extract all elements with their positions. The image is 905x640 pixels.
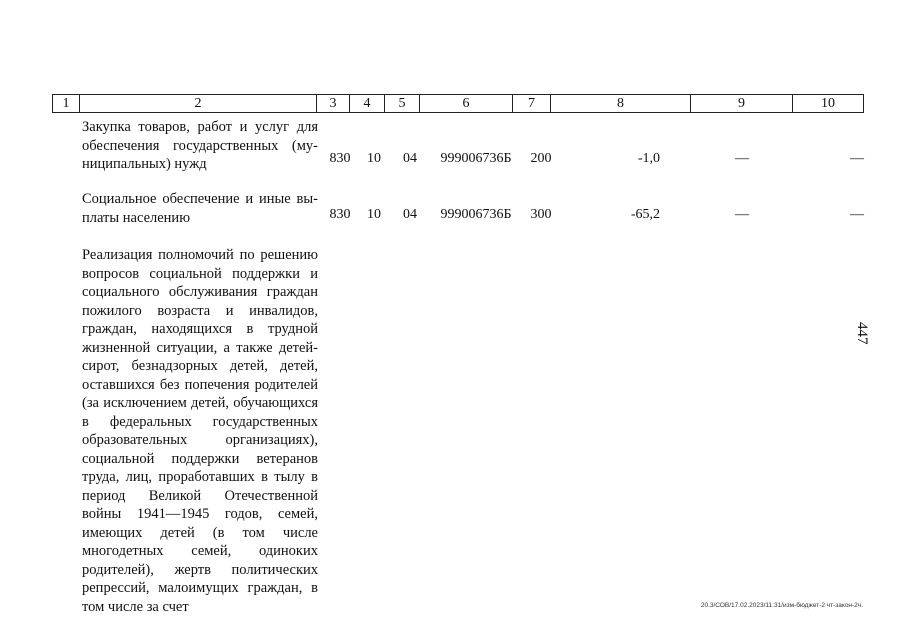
header-col-9: 9 — [691, 95, 793, 112]
row-code-expense-type: 300 — [530, 207, 552, 222]
header-col-6: 6 — [420, 95, 513, 112]
header-col-3: 3 — [317, 95, 350, 112]
page-number: 447 — [854, 322, 870, 345]
row-code-subsection: 04 — [403, 207, 417, 222]
table-header-row — [52, 94, 864, 113]
row-code-ministry: 830 — [329, 151, 351, 166]
row-name: Закупка товаров, работ и услуг для обеспечения государственных (муниципальных) нужд — [82, 119, 318, 172]
row-code-target: 999006736Б — [440, 151, 512, 166]
row-code-expense-type: 200 — [530, 151, 552, 166]
header-col-1: 1 — [53, 95, 80, 112]
header-col-2: 2 — [80, 95, 317, 112]
row-code-subsection: 04 — [403, 151, 417, 166]
row-name: Социальное обеспечение и иные выплаты населению — [82, 191, 318, 226]
header-col-5: 5 — [385, 95, 420, 112]
document-footer: 20.3/СОВ/17.02.2023/11:31/изм-бюджет-2 чт-закон-2ч. — [700, 602, 863, 609]
row-code-target: 999006736Б — [440, 207, 512, 222]
row-amount-col10: — — [850, 151, 864, 166]
header-col-7: 7 — [513, 95, 551, 112]
row-code-section: 10 — [367, 207, 381, 222]
header-col-4: 4 — [350, 95, 385, 112]
header-col-8: 8 — [551, 95, 691, 112]
row-code-section: 10 — [367, 151, 381, 166]
row-amount-col9: — — [735, 151, 749, 166]
header-col-10: 10 — [821, 96, 835, 111]
row-amount-col8: -1,0 — [637, 151, 660, 166]
row-amount-col10: — — [850, 207, 864, 222]
row-amount-col9: — — [735, 207, 749, 222]
row-name: Реализация полномочий по решению вопросов социальной поддержки и социального обслуживания граждан пожилого возраста и инвалидов, граждан, находящихся в трудной жизненной ситуации, а также детей-сирот, безнадзорных детей, детей, оставшихся без попечения родителей (за исключением детей, обучающихся в федеральных государственных образовательных организациях), социальной поддержки ветеранов труда, лиц, проработавших в тылу в период Великой Отечественной войны 1941—1945 годов, семей, имеющих детей (в том числе многодетных семей, одиноких родителей), жертв политических репрессий, малоимущих граждан, в том числе за счет — [82, 247, 318, 615]
row-code-ministry: 830 — [329, 207, 351, 222]
row-amount-col8: -65,2 — [630, 207, 660, 222]
